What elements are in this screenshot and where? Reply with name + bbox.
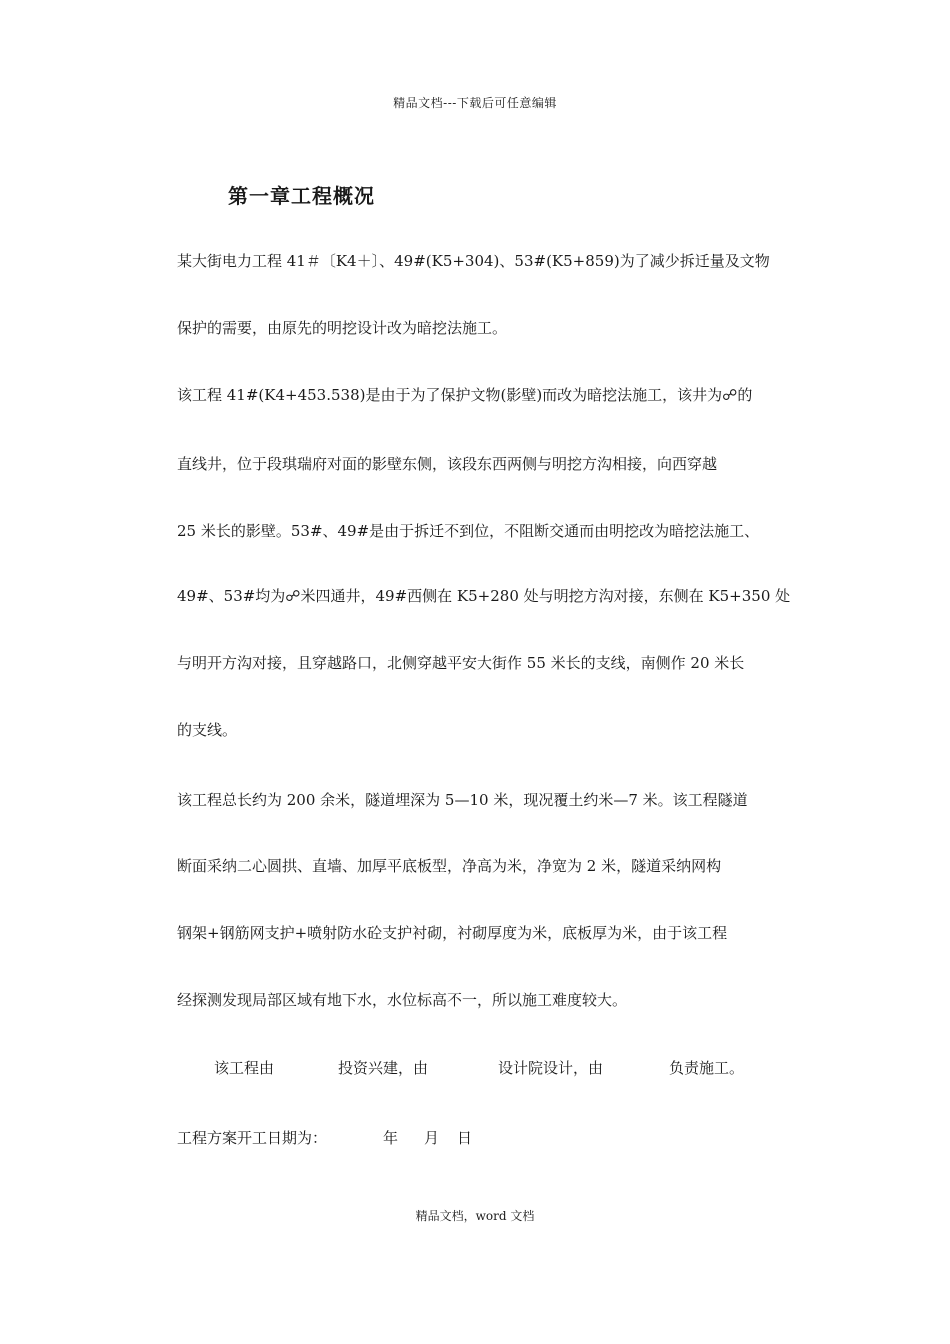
page-header-note: 精品文档---下载后可任意编辑 — [393, 96, 557, 110]
paragraph-line: 49#、53#均为☍米四通井，49#西侧在 K5+280 处与明挖方沟对接，东侧在 K5+350 处 — [177, 587, 791, 605]
start-date-line — [177, 1128, 472, 1148]
paragraph-line: 某大街电力工程 41＃〔K4＋〕、49#(K5+304)、53#(K5+859)为了减少拆迁量及文物 — [177, 252, 770, 270]
paragraph-line: 保护的需要，由原先的明挖设计改为暗挖法施工。 — [177, 319, 508, 337]
paragraph-line: 25 米长的影壁。53#、49#是由于拆迁不到位，不阻断交通而由明挖改为暗挖法施工、 — [177, 522, 760, 540]
day-label: 日 — [457, 1129, 473, 1147]
start-date-label: 工程方案开工日期为： — [177, 1129, 328, 1147]
page-footer-note: 精品文档，word 文档 — [415, 1209, 535, 1223]
paragraph-line: 的支线。 — [177, 721, 238, 739]
paragraph-line: 直线井，位于段琪瑞府对面的影壁东侧，该段东西两侧与明挖方沟相接，向西穿越 — [177, 455, 718, 473]
paragraph-line: 断面采纳二心圆拱、直墙、加厚平底板型，净高为米，净宽为 2 米，隧道采纳网构 — [177, 857, 722, 875]
builder-part-1: 该工程由 — [214, 1059, 275, 1077]
paragraph-line: 该工程总长约为 200 余米，隧道埋深为 5—10 米，现况覆土约米—7 米。该工程隧道 — [177, 791, 748, 809]
paragraph-line: 钢架+钢筋网支护+喷射防水砼支护衬砌，衬砌厚度为米，底板厚为米，由于该工程 — [177, 924, 728, 942]
paragraph-line: 该工程 41#(K4+453.538)是由于为了保护文物(影壁)而改为暗挖法施工，该井为☍的 — [177, 386, 753, 404]
paragraph-line: 经探测发现局部区域有地下水，水位标高不一，所以施工难度较大。 — [177, 991, 628, 1009]
paragraph-line: 与明开方沟对接，且穿越路口，北侧穿越平安大街作 55 米长的支线，南侧作 20 米长 — [177, 654, 745, 672]
builder-part-2: 投资兴建，由 — [338, 1059, 429, 1077]
builder-line — [214, 1058, 744, 1078]
builder-part-4: 负责施工。 — [669, 1059, 745, 1077]
month-label: 月 — [424, 1129, 440, 1147]
year-label: 年 — [383, 1129, 399, 1147]
builder-part-3: 设计院设计，由 — [498, 1059, 604, 1077]
chapter-title: 第一章工程概况 — [228, 184, 375, 208]
